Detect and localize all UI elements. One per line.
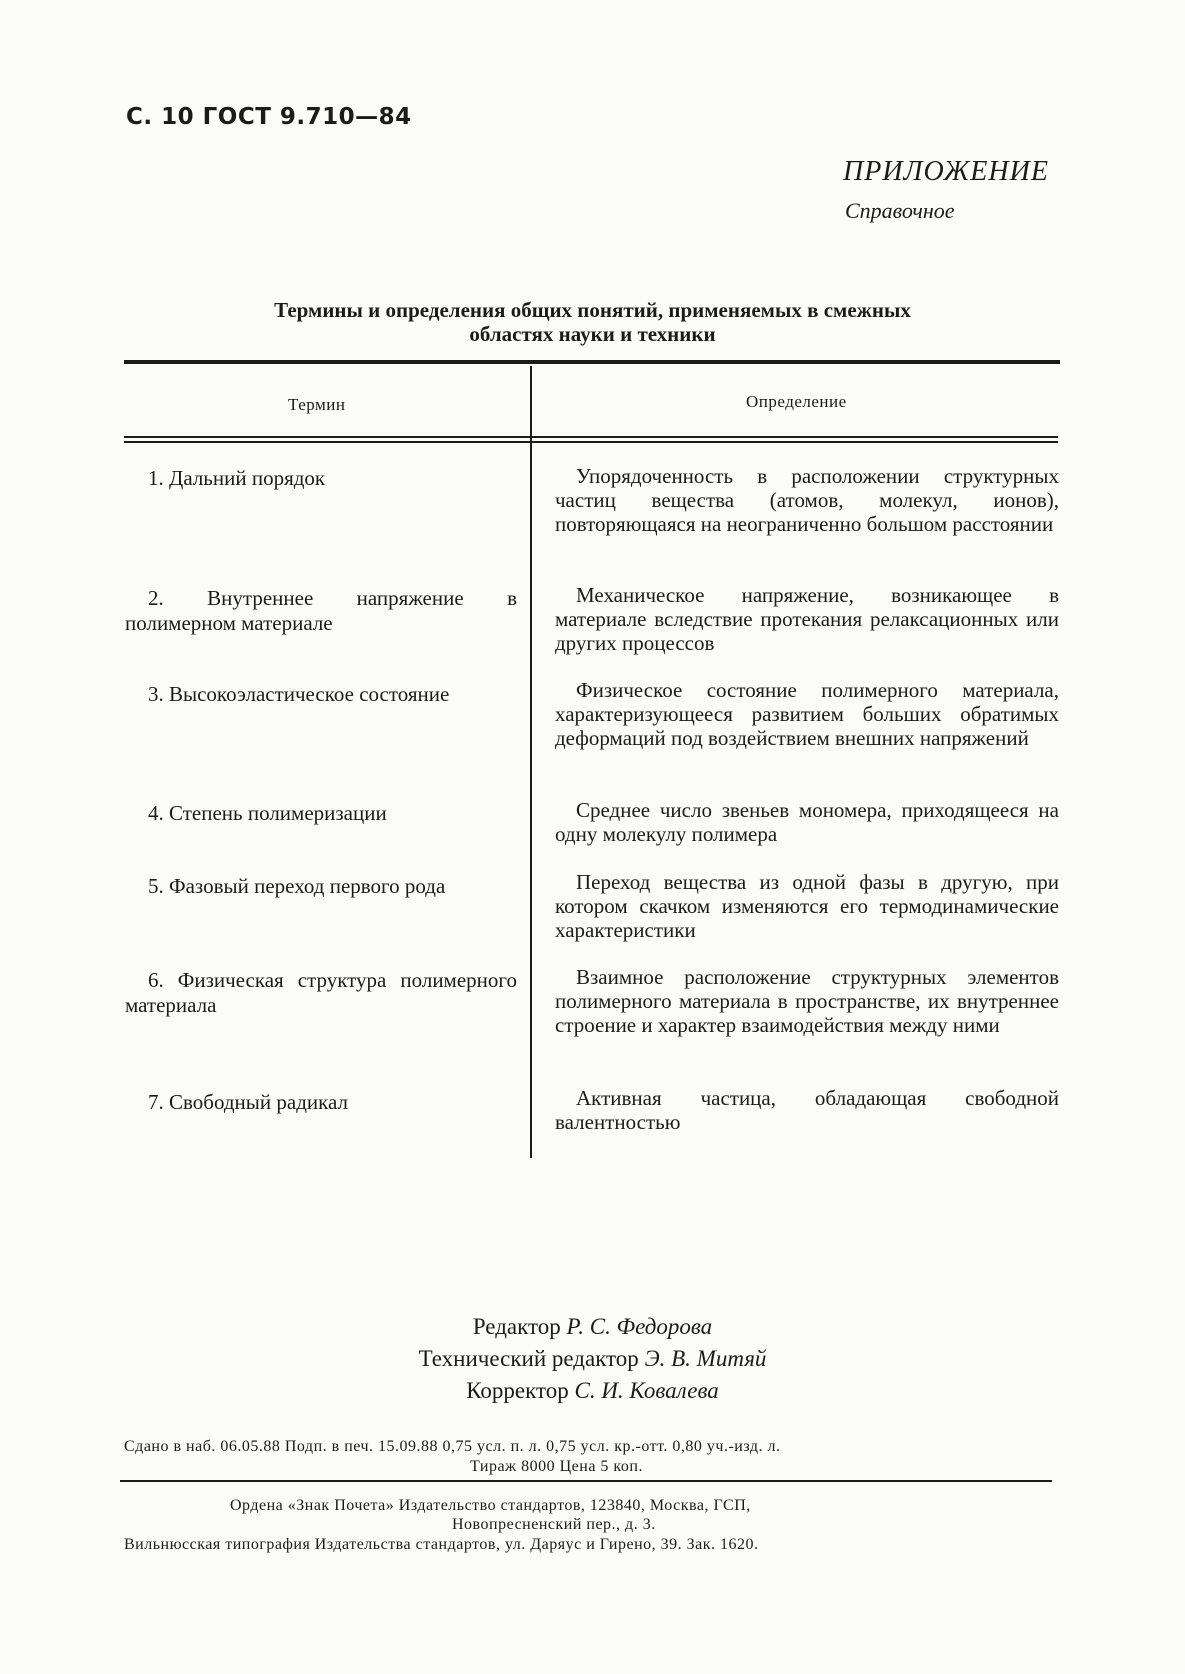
term-text: 3. Высокоэластическое состояние: [148, 682, 450, 706]
table-column-divider: [530, 366, 532, 1158]
definition-row-4: [555, 798, 1059, 846]
definition-row-7: [555, 1086, 1059, 1134]
credit-corrector: [0, 1374, 1185, 1408]
definition-row-2: [555, 583, 1059, 655]
term-row-3: [125, 682, 517, 707]
table-title-line1: Термины и определения общих понятий, применяемых в смежных: [274, 298, 911, 322]
page-header: С. 10 ГОСТ 9.710—84: [126, 104, 412, 130]
imprint-line-3: Ордена «Знак Почета» Издательство стандартов, 123840, Москва, ГСП,: [230, 1497, 751, 1514]
definition-row-3: [555, 678, 1059, 750]
imprint-line-2: Тираж 8000 Цена 5 коп.: [470, 1458, 643, 1475]
credit-editor: [0, 1310, 1185, 1344]
definition-text: Переход вещества из одной фазы в другую, при котором скачком изменяются его термодинамические характеристики: [555, 870, 1059, 942]
definition-text: Механическое напряжение, возникающее в материале вследствие протекания релаксационных или других процессов: [555, 583, 1059, 655]
credit-tech-editor: [0, 1342, 1185, 1376]
definition-row-1: [555, 464, 1059, 536]
term-row-6: [125, 968, 517, 1018]
table-top-rule: [124, 360, 1060, 364]
table-title: [140, 298, 1045, 346]
imprint-line-1: Сдано в наб. 06.05.88 Подп. в печ. 15.09.88 0,75 усл. п. л. 0,75 усл. кр.-отт. 0,80 уч.-изд. л.: [124, 1438, 781, 1455]
term-text: 6. Физическая структура полимерного материала: [125, 968, 517, 1017]
tech-editor-name: Э. В. Митяй: [644, 1346, 767, 1371]
column-header-definition: Определение: [746, 392, 847, 411]
imprint-rule: [120, 1480, 1052, 1482]
table-header-rule-1: [124, 436, 1058, 438]
imprint-line-4: Новопресненский пер., д. 3.: [452, 1516, 656, 1533]
tech-editor-role: Технический редактор: [418, 1346, 639, 1371]
column-header-term: Термин: [288, 395, 346, 414]
editor-role: Редактор: [472, 1314, 561, 1339]
term-text: 4. Степень полимеризации: [148, 801, 387, 825]
appendix-type: Справочное: [845, 198, 955, 223]
definition-text: Среднее число звеньев мономера, приходящееся на одну молекулу полимера: [555, 798, 1059, 846]
definition-row-6: [555, 965, 1059, 1037]
term-text: 2. Внутреннее напряжение в полимерном материале: [125, 586, 517, 635]
imprint-line-5: Вильнюсская типография Издательства стандартов, ул. Даряус и Гирено, 39. Зак. 1620.: [124, 1536, 759, 1553]
definition-row-5: [555, 870, 1059, 942]
definition-text: Упорядоченность в расположении структурных частиц вещества (атомов, молекул, ионов), повторяющаяся на неограниченно большом расстоянии: [555, 464, 1059, 536]
term-row-2: [125, 586, 517, 636]
table-title-line2: областях науки и техники: [469, 322, 716, 346]
corrector-name: С. И. Ковалева: [574, 1378, 719, 1403]
term-row-4: [125, 801, 517, 826]
term-text: 1. Дальний порядок: [148, 466, 326, 490]
term-row-5: [125, 874, 517, 899]
term-row-7: [125, 1090, 517, 1115]
appendix-title: ПРИЛОЖЕНИЕ: [843, 156, 1049, 187]
definition-text: Активная частица, обладающая свободной валентностью: [555, 1086, 1059, 1134]
definition-text: Взаимное расположение структурных элементов полимерного материала в пространстве, их внутреннее строение и характер взаимодействия между ними: [555, 965, 1059, 1037]
term-text: 7. Свободный радикал: [148, 1090, 348, 1114]
table-header-rule-2: [124, 441, 1058, 443]
definition-text: Физическое состояние полимерного материала, характеризующееся развитием больших обратимых деформаций под воздействием внешних напряжений: [555, 678, 1059, 750]
corrector-role: Корректор: [466, 1378, 569, 1403]
editor-name: Р. С. Федорова: [566, 1314, 713, 1339]
term-row-1: [125, 466, 517, 491]
term-text: 5. Фазовый переход первого рода: [148, 874, 446, 898]
